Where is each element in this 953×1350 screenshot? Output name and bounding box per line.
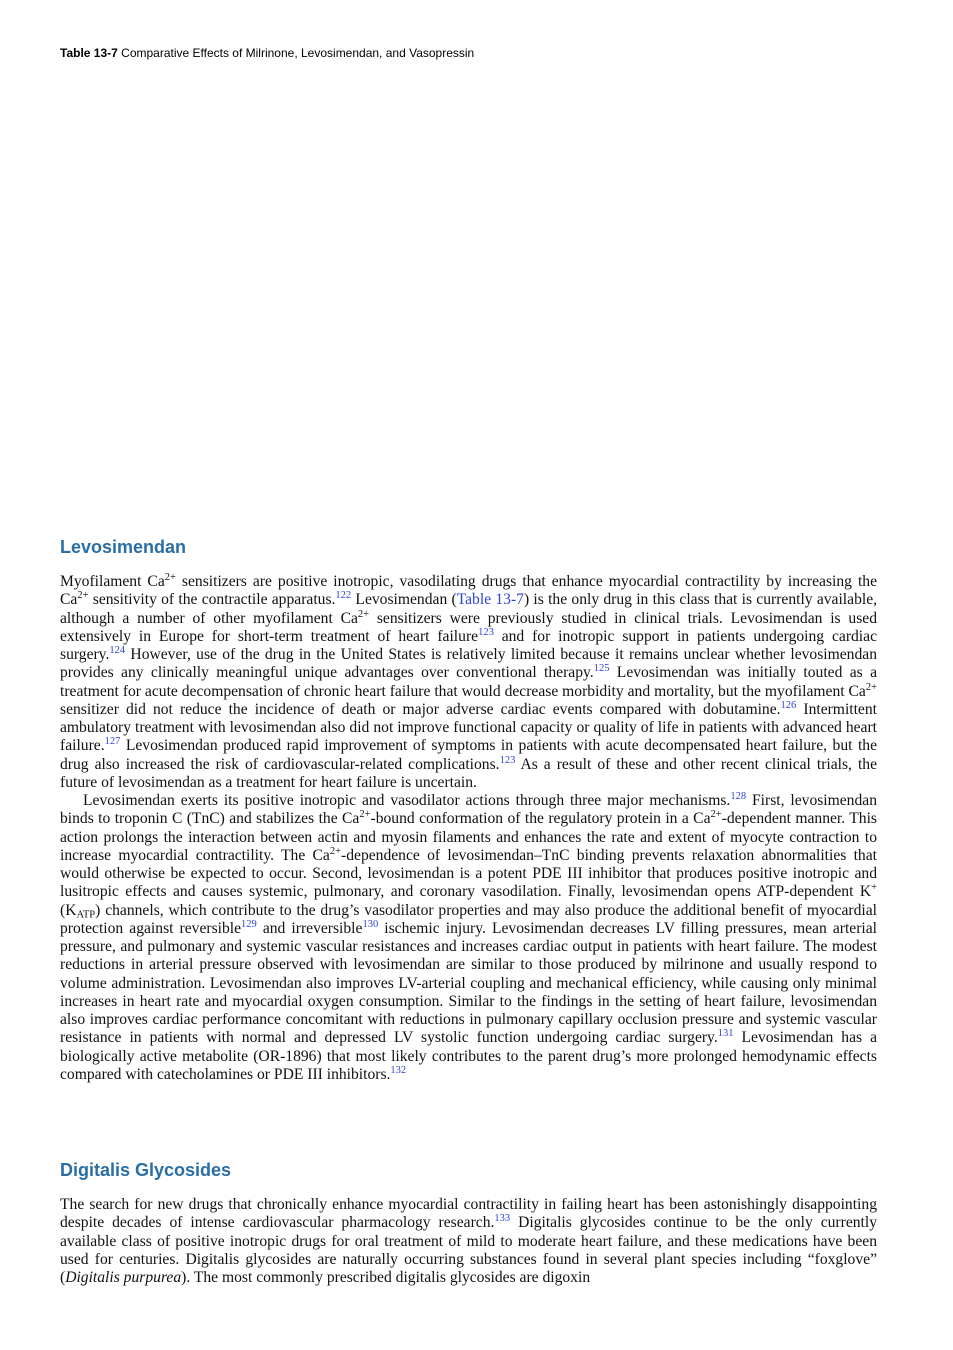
text-run: ) channels, which contribute to the drug’s vasodilator properties and may also produce the additional benefit of myocardial protection against reversible: [60, 901, 877, 937]
text-run: and for inotropic support in patients undergoing cardiac surgery.: [60, 627, 877, 663]
table-caption-text: Comparative Effects of Milrinone, Levosimendan, and Vasopressin: [117, 46, 475, 60]
text-run: and irreversible: [256, 919, 363, 937]
body-paragraph: [60, 792, 877, 1084]
reference-link[interactable]: 124: [109, 645, 126, 657]
reference-link[interactable]: 133: [494, 1213, 511, 1225]
section-heading-levosimendan: Levosimendan: [60, 537, 187, 557]
section-body-levosimendan: [60, 573, 877, 1084]
text-run: sensitivity of the contractile apparatus.: [88, 591, 336, 609]
text-run: Levosimendan exerts its positive inotropic and vasodilator actions through three major mechanisms.: [83, 792, 731, 809]
text-run: -dependence of levosimendan–TnC binding prevents relaxation abnormalities that would otherwise be expected to occur. Second, levosimendan is a potent PDE III inhibitor that produces positive inotropic and lusitropic effects and causes systemic, pulmonary, and coronary vasodilation. Finally, levosimendan opens ATP-dependent K: [60, 846, 877, 901]
text-run: (K: [60, 901, 77, 919]
superscript: 2+: [329, 845, 342, 857]
text-run: ). The most commonly prescribed digitalis glycosides are digoxin: [181, 1269, 591, 1286]
reference-link[interactable]: 125: [593, 663, 610, 675]
table-caption: [60, 46, 474, 60]
reference-link[interactable]: 122: [335, 590, 352, 602]
text-run: Myofilament Ca: [60, 573, 165, 590]
text-run: -bound conformation of the regulatory protein in a Ca: [370, 810, 711, 828]
reference-link[interactable]: 131: [717, 1028, 734, 1040]
reference-link[interactable]: 132: [390, 1064, 407, 1076]
text-run: However, use of the drug in the United States is relatively limited because it remains unclear whether levosimendan provides any clinically meaningful unique advantages over conventional therapy.: [60, 646, 877, 682]
text-run: sensitizers are positive inotropic, vasodilating drugs that enhance myocardial contractility by increasing the Ca: [60, 573, 878, 609]
text-run: The search for new drugs that chronically enhance myocardial contractility in failing heart has been astonishingly disappointing despite decades of intense cardiovascular pharmacology research.: [60, 1196, 877, 1232]
text-run: Intermittent ambulatory treatment with levosimendan also did not improve functional capacity or quality of life in patients with advanced heart failure.: [60, 700, 877, 755]
text-run: Levosimendan has a biologically active metabolite (OR-1896) that most likely contributes to the parent drug’s more prolonged hemodynamic effects compared with catecholamines or PDE III inhibitors.: [60, 1029, 877, 1083]
text-run: -dependent manner. This action prolongs the interaction between actin and myosin filaments and enhances the rate and extent of myocyte contraction to increase myocardial contractility. The Ca: [60, 810, 877, 864]
body-paragraph: [60, 1196, 877, 1287]
text-run: sensitizers were previously studied in clinical trials. Levosimendan is used extensively in Europe for short-term treatment of heart failure: [60, 609, 877, 645]
text-run: Levosimendan was initially touted as a treatment for acute decompensation of chronic heart failure that would decrease morbidity and mortality, but the myofilament Ca: [60, 664, 877, 700]
text-run: Levosimendan produced rapid improvement of symptoms in patients with acute decompensated heart failure, but the drug also increased the risk of cardiovascular-related complications.: [60, 737, 877, 773]
text-run: Levosimendan (: [351, 591, 457, 609]
text-run: ) is the only drug in this class that is currently available, although a number of other myofilament Ca: [60, 591, 878, 627]
reference-link[interactable]: 126: [780, 699, 797, 711]
section-body-digitalis: [60, 1196, 877, 1287]
superscript: 2+: [865, 681, 877, 693]
reference-link[interactable]: 123: [499, 754, 516, 766]
subscript: ATP: [76, 909, 96, 921]
text-run: First, levosimendan binds to troponin C (TnC) and stabilizes the Ca: [60, 792, 877, 828]
reference-link[interactable]: 127: [104, 736, 121, 748]
table-link[interactable]: Table 13-7: [456, 591, 524, 609]
superscript: 2+: [357, 608, 370, 620]
text-run: sensitizer did not reduce the incidence of death or major adverse cardiac events compared with dobutamine.: [60, 700, 781, 718]
text-run: As a result of these and other recent clinical trials, the future of levosimendan as a treatment for heart failure is uncertain.: [60, 755, 878, 791]
text-run: ischemic injury. Levosimendan decreases LV filling pressures, mean arterial pressure, and pulmonary and systemic vascular resistances and increases cardiac output in patients with heart failure. The modest reductions in arterial pressure observed with levosimendan are similar to those produced by milrinone and usually respond to volume administration. Levosimendan also improves LV-arterial coupling and mechanical efficiency, while causing only minimal increases in heart rate and myocardial oxygen consumption. Similar to the findings in the setting of heart failure, levosimendan also improves cardiac performance concomitant with reductions in pulmonary capillary occlusion pressure and systemic vascular resistance in patients with normal and depressed LV systolic function undergoing cardiac surgery.: [60, 919, 877, 1047]
reference-link[interactable]: 123: [478, 626, 494, 638]
section-heading-digitalis: Digitalis Glycosides: [60, 1160, 232, 1180]
text-run: Digitalis glycosides continue to be the only currently available class of positive inotropic drugs for oral treatment of mild to moderate heart failure, and these medications have been used for centuries. Digitalis glycosides are naturally occurring substances found in several plant species including “foxglove” (: [60, 1214, 877, 1286]
body-paragraph: [60, 573, 877, 792]
superscript: 2+: [77, 590, 89, 602]
italic-text: Digitalis purpurea: [65, 1269, 182, 1286]
superscript: 2+: [710, 809, 722, 821]
superscript: 2+: [164, 572, 176, 584]
reference-link[interactable]: 128: [730, 791, 747, 803]
reference-link[interactable]: 129: [241, 918, 257, 930]
table-caption-label: Table 13-7: [60, 46, 118, 60]
reference-link[interactable]: 130: [362, 918, 379, 930]
superscript: 2+: [359, 809, 371, 821]
superscript: +: [871, 882, 877, 894]
